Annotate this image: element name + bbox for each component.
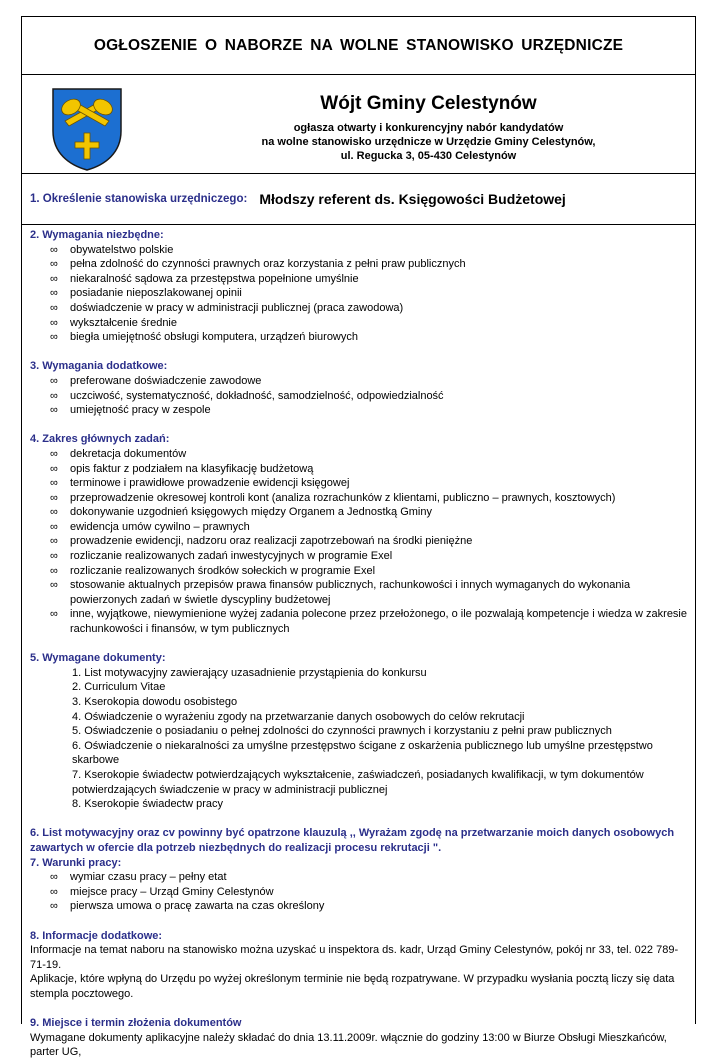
list-item: ∞ stosowanie aktualnych przepisów prawa finansów publicznych, rachunkowości i innych wymaganych do wykonania powierzonych zadań w świetle dyscypliny budżetowej [30,578,687,607]
header-line-3: ul. Regucka 3, 05-430 Celestynów [340,150,517,162]
list-item: 7. Kserokopie świadectw potwierdzających wykształcenie, zaświadczeń, posiadanych kwalifikacji, w tym dokumentów potwierdzających świadczenie w pracy w administracji publicznej [72,768,644,796]
list-item: ∞ pierwsza umowa o pracę zawarta na czas określony [30,899,687,914]
header-text [162,93,695,163]
list-item: ∞ pełna zdolność do czynności prawnych oraz korzystania z pełni praw publicznych [30,257,687,272]
header-line-1: ogłasza otwarty i konkurencyjny nabór kandydatów [293,122,564,134]
list-item: ∞ rozliczanie realizowanych środków sołeckich w programie Exel [30,564,687,579]
s8-heading: 8. Informacje dodatkowe: [30,929,163,942]
header-line-2: na wolne stanowisko urzędnicze w Urzędzie Gminy Celestynów, [261,136,596,148]
list-item: ∞ terminowe i prawidłowe prowadzenie ewidencji księgowej [30,476,687,491]
list-item: 2. Curriculum Vitae [72,681,166,694]
list-item: 3. Kserokopia dowodu osobistego [72,696,238,708]
s7-heading: 7. Warunki pracy: [30,856,122,869]
list-item: ∞ miejsce pracy – Urząd Gminy Celestynów [30,885,687,900]
list-item: ∞ przeprowadzenie okresowej kontroli kont (analiza rozrachunków z klientami, publiczno – prawnych, kosztowych) [30,491,687,506]
position-section [22,174,695,225]
position-value: Młodszy referent ds. Księgowości Budżetowej [259,191,566,207]
list-item: 6. Oświadczenie o niekaralności za umyślne przestępstwo ścigane z oskarżenia publicznego lub umyślne przestępstwo skarbowe [72,739,653,767]
announcement-document [21,16,696,1059]
list-item: ∞ dokonywanie uzgodnień księgowych między Organem a Jednostką Gminy [30,505,687,520]
list-item: ∞ umiejętność pracy w zespole [30,403,687,418]
list-item: 5. Oświadczenie o posiadaniu o pełnej zdolności do czynności prawnych i korzystaniu z pełni praw publicznych [72,725,612,738]
list-item: ∞ opis faktur z podziałem na klasyfikację budżetową [30,462,687,477]
list-item: ∞ posiadanie nieposzlakowanej opinii [30,286,687,301]
list-item: ∞ inne, wyjątkowe, niewymienione wyżej zadania polecone przez przełożonego, o ile pozwalają kompetencje i wiedza w zakresie rachunkowości i finansów, w tym publicznych [30,607,687,636]
s9-paragraph-1: Wymagane dokumenty aplikacyjne należy składać do dnia 13.11.2009r. włącznie do godziny 13:00 w Biurze Obsługi Mieszkańców, parter UG, [30,1031,667,1059]
position-label: 1. Określenie stanowiska urzędniczego: [30,193,248,205]
list-item: ∞ biegła umiejętność obsługi komputera, urządzeń biurowych [30,330,687,345]
list-item: ∞ doświadczenie w pracy w administracji publicznej (praca zawodowa) [30,301,687,316]
list-item: ∞ rozliczanie realizowanych zadań inwestycyjnych w programie Exel [30,549,687,564]
list-item: 8. Kserokopie świadectw pracy [72,798,224,811]
issuer-name: Wójt Gminy Celestynów [320,93,537,114]
document-title: OGŁOSZENIE O NABORZE NA WOLNE STANOWISKO URZĘDNICZE [22,17,695,75]
s2-heading: 2. Wymagania niezbędne: [30,229,164,241]
list-item: ∞ prowadzenie ewidencji, nadzoru oraz realizacji zapotrzebowań na środki pieniężne [30,534,687,549]
list-item: ∞ uczciwość, systematyczność, dokładność, samodzielność, odpowiedzialność [30,389,687,404]
s3-list [30,374,687,418]
s4-list [30,447,687,637]
list-item: ∞ dekretacja dokumentów [30,447,687,462]
s4-heading: 4. Zakres głównych zadań: [30,433,170,446]
issuer-header [22,75,695,174]
list-item: 4. Oświadczenie o wyrażeniu zgody na przetwarzanie danych osobowych do celów rekrutacji [72,710,525,723]
list-item: ∞ wymiar czasu pracy – pełny etat [30,870,687,885]
s5-list [30,666,687,812]
s6-heading: 6. List motywacyjny oraz cv powinny być opatrzone klauzulą ,, Wyrażam zgodę na przetwarzanie moich danych osobowych zawartych w ofercie dla potrzeb niezbędnych do realizacji procesu rekrutacji ". [30,827,675,854]
list-item: ∞ wykształcenie średnie [30,316,687,331]
list-item: 1. List motywacyjny zawierający uzasadnienie przystąpienia do konkursu [72,666,427,679]
coat-of-arms-icon [51,87,123,171]
s8-paragraph-2: Aplikacje, które wpłyną do Urzędu po wyżej określonym terminie nie będą rozpatrywane. W przypadku wysłania pocztą liczy się data stempla pocztowego. [30,973,675,1000]
list-item: ∞ niekaralność sądowa za przestępstwa popełnione umyślnie [30,272,687,287]
s8-paragraph-1: Informacje na temat naboru na stanowisko można uzyskać u inspektora ds. kadr, Urząd Gminy Celestynów, pokój nr 33, tel. 022 789-71-19. [30,944,679,971]
document-body [22,225,695,1060]
list-item: ∞ obywatelstwo polskie [30,243,687,258]
s3-heading: 3. Wymagania dodatkowe: [30,360,168,373]
list-item: ∞ preferowane doświadczenie zawodowe [30,374,687,389]
s7-list [30,870,687,914]
s5-heading: 5. Wymagane dokumenty: [30,652,166,665]
s9-heading: 9. Miejsce i termin złożenia dokumentów [30,1017,242,1030]
s2-list [30,243,687,345]
list-item: ∞ ewidencja umów cywilno – prawnych [30,520,687,535]
